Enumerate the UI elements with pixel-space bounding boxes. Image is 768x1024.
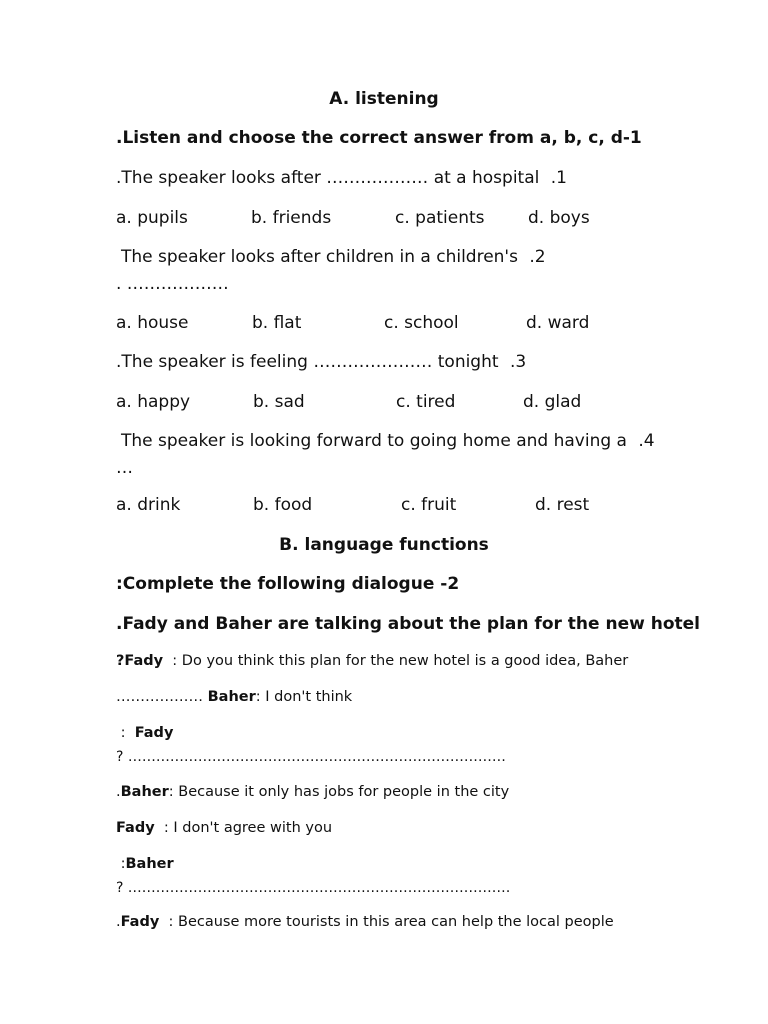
question-1 (116, 170, 567, 187)
dialogue-4-mark: . (116, 784, 121, 800)
dialogue-6-prefix: : (116, 856, 126, 872)
dialogue-line-6 (116, 857, 174, 872)
q2-option-b: b. flat (252, 313, 302, 333)
section-b-title: B. language functions (279, 535, 489, 555)
dialogue-3-speaker: Fady (134, 725, 174, 741)
q4-option-d: d. rest (535, 495, 590, 515)
dialogue-3-prefix: : (116, 725, 135, 741)
dialogue-2-text: : I don't think (255, 689, 353, 705)
dialogue-5-text: : I don't agree with you (154, 820, 333, 836)
dialogue-2-speaker: Baher (207, 689, 256, 705)
q4-option-c: c. fruit (401, 495, 457, 515)
q1-option-a: a. pupils (116, 208, 188, 228)
q1-option-c: c. patients (395, 208, 485, 228)
question-1-number: .1 (550, 168, 567, 188)
dialogue-6-blank: ? .……………………………………………………………………… (116, 880, 511, 896)
question-3-number: .3 (509, 352, 527, 372)
dialogue-7-text: : Because more tourists in this area can help the local people (159, 914, 614, 930)
q4-option-b: b. food (253, 495, 313, 515)
dialogue-line-2 (116, 690, 352, 705)
section-b-instruction: :Complete the following dialogue -2 (116, 574, 460, 594)
section-a-instruction: .Listen and choose the correct answer from a, b, c, d-1 (116, 128, 642, 148)
dialogue-1-speaker: Fady (124, 653, 164, 669)
q3-option-a: a. happy (116, 392, 191, 412)
dialogue-context: .Fady and Baher are talking about the plan for the new hotel (116, 614, 701, 634)
dialogue-5-speaker: Fady (116, 820, 155, 836)
question-2-continuation: . ……………… (116, 274, 229, 294)
question-1-text: .The speaker looks after ……………… at a hospital (116, 168, 540, 188)
q3-option-b: b. sad (253, 392, 305, 412)
dialogue-line-7 (116, 915, 614, 930)
question-3-text: .The speaker is feeling ………………… tonight (116, 352, 499, 372)
question-4-continuation: … (116, 458, 133, 478)
dialogue-line-5 (116, 821, 332, 836)
q2-option-c: c. school (384, 313, 459, 333)
dialogue-4-text: : Because it only has jobs for people in the city (168, 784, 510, 800)
question-2 (121, 249, 546, 266)
dialogue-6-speaker: Baher (125, 856, 174, 872)
question-3 (116, 354, 526, 371)
dialogue-1-mark: ? (116, 653, 125, 669)
dialogue-7-mark: . (116, 914, 121, 930)
q1-option-d: d. boys (528, 208, 590, 228)
dialogue-7-speaker: Fady (120, 914, 160, 930)
dialogue-line-3 (116, 726, 173, 741)
q4-option-a: a. drink (116, 495, 181, 515)
dialogue-2-prefix: ……………… (116, 689, 208, 705)
dialogue-3-blank: ? ……………………………………………………………………… (116, 749, 506, 765)
dialogue-line-4 (116, 785, 509, 800)
q2-option-a: a. house (116, 313, 189, 333)
q3-option-d: d. glad (523, 392, 582, 412)
question-2-text: The speaker looks after children in a children's (121, 247, 518, 267)
q2-option-d: d. ward (526, 313, 590, 333)
dialogue-4-speaker: Baher (120, 784, 169, 800)
dialogue-1-text: : Do you think this plan for the new hotel is a good idea, Baher (163, 653, 629, 669)
question-2-number: .2 (529, 247, 546, 267)
question-4 (121, 433, 655, 450)
q1-option-b: b. friends (251, 208, 332, 228)
section-a-title: A. listening (329, 89, 439, 109)
q3-option-c: c. tired (396, 392, 456, 412)
question-4-text: The speaker is looking forward to going home and having a (121, 431, 627, 451)
question-4-number: .4 (638, 431, 655, 451)
dialogue-line-1 (116, 654, 628, 669)
